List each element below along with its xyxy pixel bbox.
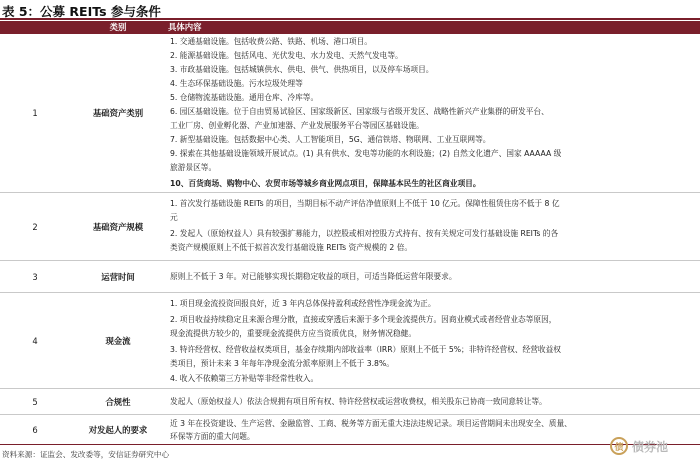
row-number: 2 <box>32 221 38 232</box>
row-number: 3 <box>32 271 38 282</box>
content-line: 类资产规模原则上不低于拟首次发行基础设施 REITs 资产规模的 2 倍。 <box>170 243 413 252</box>
table-title-bar <box>0 0 700 20</box>
content-line: 1. 首次发行基础设施 REITs 的项目，当期目标不动产评估净值原则上不低于 10 亿元。保障性租赁住房不低于 8 亿 <box>170 199 560 208</box>
content-line: 环保等方面的重大问题。 <box>170 432 255 441</box>
watermark-logo-icon: 债 <box>610 437 628 455</box>
row-category: 基础资产规模 <box>92 221 144 232</box>
table-header <box>0 21 700 34</box>
row-number: 4 <box>32 335 38 346</box>
table-row <box>0 415 700 445</box>
content-line: 7. 新型基础设施。包括数据中心类、人工智能项目，5G、通信铁塔、物联网、工业互联网等。 <box>170 135 491 144</box>
row-number: 5 <box>32 396 38 407</box>
watermark-text: 债券池 <box>632 439 669 454</box>
watermark <box>610 432 698 460</box>
table-row <box>0 293 700 389</box>
content-line: 工业厂房、创业孵化器、产业加速器、产业发展服务平台等园区基础设施。 <box>170 121 424 130</box>
content-line: 4. 收入不依赖第三方补贴等非经常性收入。 <box>170 374 319 383</box>
row-category: 现金流 <box>105 335 131 346</box>
table-row <box>0 34 700 193</box>
row-content <box>170 261 698 292</box>
content-line: 2. 项目收益持续稳定且来源合理分散，直接或穿透后来源于多个现金流提供方。因商业模式或者经营业态等原因， <box>170 315 557 324</box>
content-line: 6. 园区基础设施。位于自由贸易试验区、国家级新区、国家级与省级开发区、战略性新兴产业集群的研发平台、 <box>170 107 549 116</box>
row-category: 对发起人的要求 <box>88 424 148 435</box>
table-row <box>0 261 700 293</box>
table-title: 表 5：公募 REITs 参与条件 <box>2 4 161 19</box>
table-row <box>0 193 700 261</box>
table-row <box>0 389 700 415</box>
content-line: 3. 市政基础设施。包括城镇供水、供电、供气、供热项目，以及停车场项目。 <box>170 65 434 74</box>
content-line: 5. 仓储物流基础设施。通用仓库、冷库等。 <box>170 93 319 102</box>
content-line: 1. 项目现金流投资回报良好，近 3 年内总体保持盈利或经营性净现金流为正。 <box>170 299 436 308</box>
row-content <box>170 389 698 414</box>
header-category: 类别 <box>109 22 127 32</box>
row-content <box>170 193 698 260</box>
content-line: 1. 交通基础设施。包括收费公路、铁路、机场、港口项目。 <box>170 37 372 46</box>
content-line: 近 3 年在投资建设、生产运营、金融监管、工商、税务等方面无重大违法违规记录。项目运营期间未出现安全、质量、 <box>170 419 572 428</box>
row-category: 基础资产类别 <box>92 108 144 118</box>
row-content <box>170 34 698 192</box>
content-line: 发起人（原始权益人）依法合规拥有项目所有权、特许经营权或运营收费权，相关股东已协商一致同意转让等。 <box>170 397 547 406</box>
row-category: 合规性 <box>105 396 131 407</box>
source-note: 资料来源：证监会、发改委等，安信证券研究中心 <box>2 450 170 459</box>
content-line: 4. 生态环保基础设施。污水垃圾处理等 <box>170 79 303 88</box>
row-content <box>170 293 698 388</box>
row-category: 运营时间 <box>101 271 135 282</box>
content-line: 3. 特许经营权、经营收益权类项目，基金存续期内部收益率（IRR）原则上不低于 5%；非特许经营权、经营收益权 <box>170 345 561 354</box>
header-content: 具体内容 <box>168 22 202 32</box>
content-line: 原则上不低于 3 年。对已能够实现长期稳定收益的项目，可适当降低运营年限要求。 <box>170 272 457 281</box>
content-line: 元 <box>170 213 178 222</box>
content-line: 9. 探索在其他基础设施领域开展试点。(1) 具有供水、发电等功能的水利设施；(2) 自然文化遗产、国家 AAAAA 级 <box>170 149 562 158</box>
content-line: 现金流提供方较少的，重要现金流提供方应当资质优良，财务情况稳健。 <box>170 329 417 338</box>
content-line: 2. 发起人（原始权益人）具有较强扩募能力，以控股或相对控股方式持有、按有关规定可发行基础设施 REITs 的各 <box>170 229 559 238</box>
row-number: 6 <box>32 424 38 435</box>
content-line: 2. 能源基础设施。包括风电、光伏发电、水力发电、天然气发电等。 <box>170 51 403 60</box>
row-number: 1 <box>32 108 38 118</box>
content-line-bold: 10、百货商场、购物中心、农贸市场等城乡商业网点项目，保障基本民生的社区商业项目。 <box>170 179 481 188</box>
content-line: 旅游景区等。 <box>170 163 217 172</box>
content-line: 类项目，预计未来 3 年每年净现金流分派率原则上不低于 3.8%。 <box>170 359 394 368</box>
